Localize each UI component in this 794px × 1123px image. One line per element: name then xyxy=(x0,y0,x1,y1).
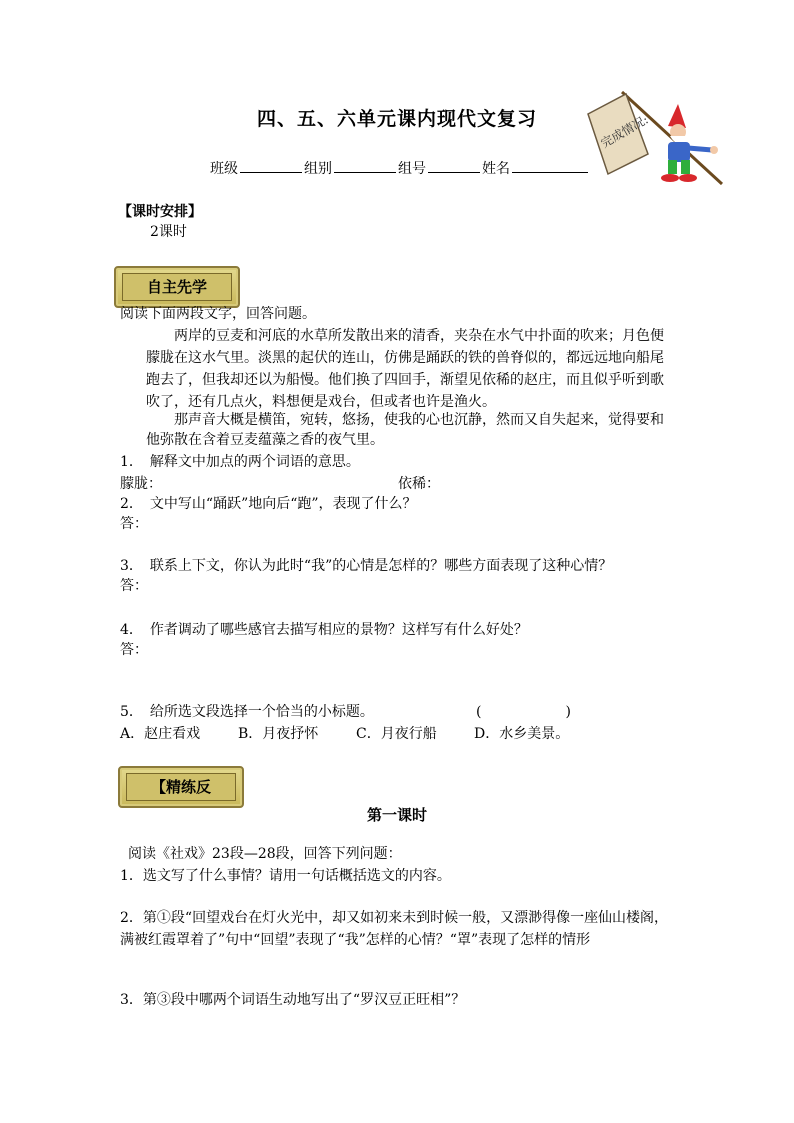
part2-intro: 阅读《社戏》23段—28段，回答下列问题： xyxy=(128,846,402,862)
q5-option-b[interactable]: B．月夜抒怀 xyxy=(238,726,319,742)
answer-label: 答： xyxy=(120,578,148,594)
name-blank[interactable] xyxy=(512,158,588,173)
question-5: 5． 给所选文段选择一个恰当的小标题。 xyxy=(120,704,374,720)
lesson-one-heading: 第一课时 xyxy=(366,806,427,824)
question-3: 3． 联系上下文，你认为此时“我”的心情是怎样的？哪些方面表现了这种心情？ xyxy=(120,558,613,574)
schedule-value: 2课时 xyxy=(150,224,187,240)
passage-intro: 阅读下面两段文字，回答问题。 xyxy=(120,306,316,322)
question-1: 1． 解释文中加点的两个词语的意思。 xyxy=(120,454,360,470)
question-5-answer-paren[interactable]: ( ) xyxy=(476,704,571,720)
part2-question-2-line1: 2．第①段“回望戏台在灯火光中，却又如初来未到时候一般，又漂渺得像一座仙山楼阁， xyxy=(120,910,669,926)
q5-option-c[interactable]: C．月夜行船 xyxy=(356,726,437,742)
practice-badge-label: 【精练反 xyxy=(150,778,211,796)
self-study-badge xyxy=(114,266,240,308)
self-study-badge-label: 自主先学 xyxy=(146,278,207,296)
practice-badge xyxy=(118,766,244,808)
gnome-flag-illustration xyxy=(582,88,732,192)
class-label: 班级 xyxy=(210,161,238,177)
part2-question-3: 3．第③段中哪两个词语生动地写出了“罗汉豆正旺相”？ xyxy=(120,992,466,1008)
passage-line: 那声音大概是横笛，宛转，悠扬，使我的心也沉静，然而又自失起来，觉得要和 xyxy=(146,412,664,428)
name-label: 姓名 xyxy=(482,161,510,177)
student-info-line xyxy=(210,158,590,178)
flag-text: 完成情况: xyxy=(598,112,651,151)
number-label: 组号 xyxy=(398,161,426,177)
answer-label: 答： xyxy=(120,642,148,658)
answer-label: 答： xyxy=(120,516,148,532)
passage-line: 吹了，还有几点火，料想便是戏台，但或者也许是渔火。 xyxy=(146,394,496,410)
schedule-heading: 【课时安排】 xyxy=(118,204,202,220)
page-title: 四、五、六单元课内现代文复习 xyxy=(256,108,537,130)
group-blank[interactable] xyxy=(334,158,396,173)
part2-question-1: 1．选文写了什么事情？请用一句话概括选文的内容。 xyxy=(120,868,451,884)
passage-line: 他弥散在含着豆麦蕴藻之香的夜气里。 xyxy=(146,432,384,448)
q5-option-d[interactable]: D．水乡美景。 xyxy=(474,726,570,742)
q1-word-menglong: 朦胧： xyxy=(120,476,162,492)
number-blank[interactable] xyxy=(428,158,480,173)
passage-line: 朦胧在这水气里。淡黑的起伏的连山，仿佛是踊跃的铁的兽脊似的，都远远地向船尾 xyxy=(146,350,664,366)
part2-question-2-line2: 满被红霞罩着了”句中“回望”表现了“我”怎样的心情？“罩”表现了怎样的情形 xyxy=(120,932,591,948)
passage-line: 两岸的豆麦和河底的水草所发散出来的清香，夹杂在水气中扑面的吹来；月色便 xyxy=(146,328,664,344)
class-blank[interactable] xyxy=(240,158,302,173)
gnome-beard xyxy=(670,136,686,143)
question-4: 4． 作者调动了哪些感官去描写相应的景物？这样写有什么好处？ xyxy=(120,622,528,638)
gnome-body xyxy=(668,142,690,162)
question-2: 2． 文中写山“踊跃”地向后“跑”，表现了什么？ xyxy=(120,496,417,512)
q5-option-a[interactable]: A．赵庄看戏 xyxy=(120,726,201,742)
q1-word-yixi: 依稀： xyxy=(398,476,440,492)
group-label: 组别 xyxy=(304,161,332,177)
passage-line: 跑去了，但我却还以为船慢。他们换了四回手，渐望见依稀的赵庄，而且似乎听到歌 xyxy=(146,372,664,388)
